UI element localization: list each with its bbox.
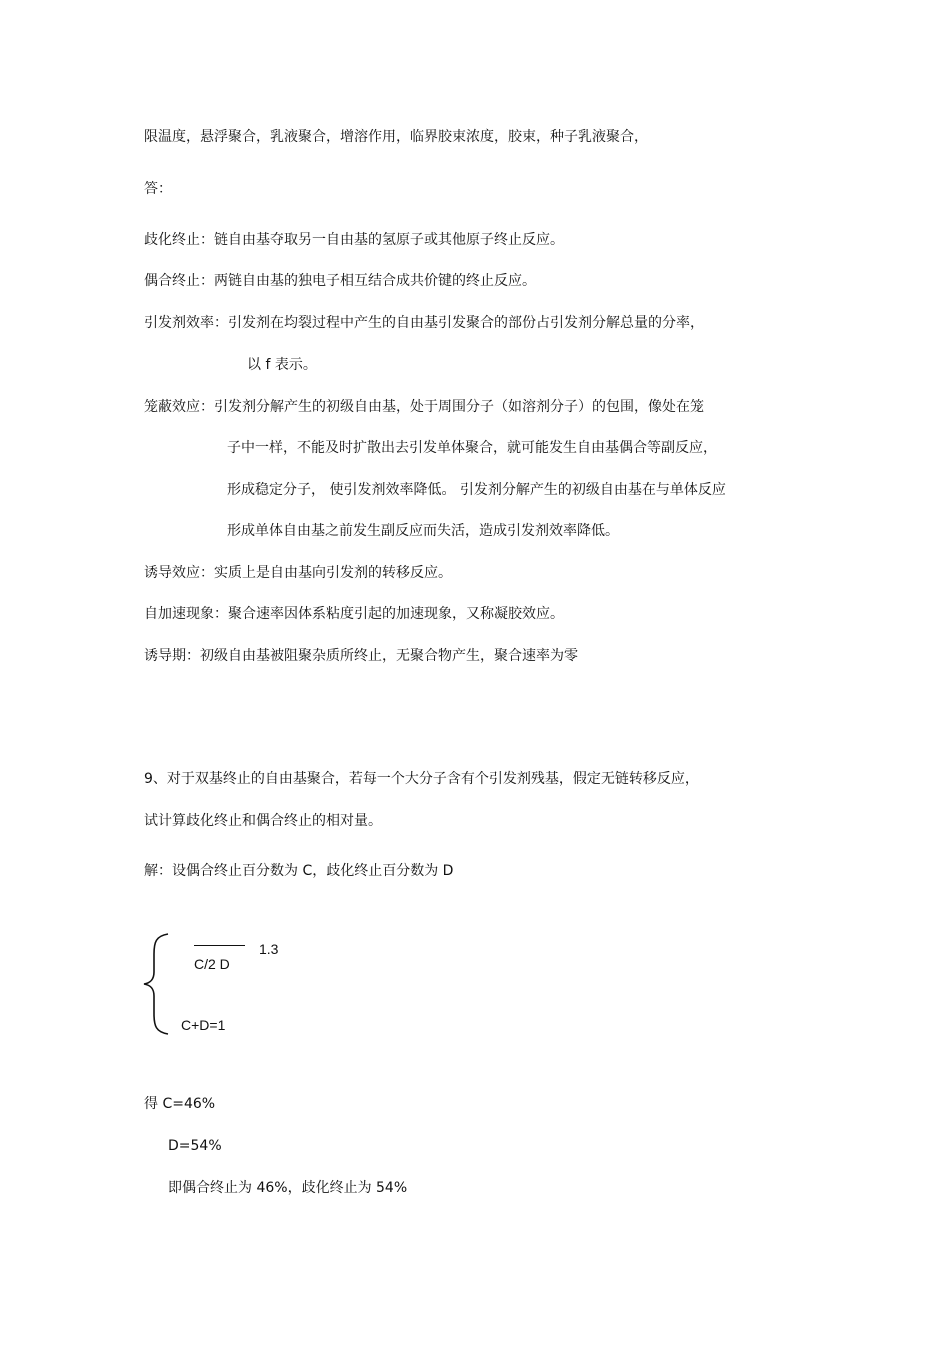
efficiency-note: 以 f 表示。 [247, 357, 317, 373]
equation-2: C+D=1 [181, 1017, 226, 1033]
cage-effect-line-1: 笼蔽效应：引发剂分解产生的初级自由基，处于周围分子（如溶剂分子）的包围，像处在笼 [144, 399, 704, 415]
solution-intro: 解：设偶合终止百分数为 C，歧化终止百分数为 D [144, 863, 454, 879]
equation-1-value: 1.3 [259, 941, 279, 957]
definition-disproportionation: 歧化终止：链自由基夺取另一自由基的氢原子或其他原子终止反应。 [144, 232, 564, 248]
equation-1-denominator: C/2 D [194, 956, 230, 972]
definition-induction-period: 诱导期：初级自由基被阻聚杂质所终止，无聚合物产生，聚合速率为零 [144, 648, 578, 664]
question-line-2: 试计算歧化终止和偶合终止的相对量。 [144, 813, 382, 829]
terms-line: 限温度，悬浮聚合，乳液聚合，增溶作用，临界胶束浓度，胶束，种子乳液聚合， [144, 129, 648, 145]
definition-auto-acceleration: 自加速现象：聚合速率因体系粘度引起的加速现象，又称凝胶效应。 [144, 606, 564, 622]
question-line-1: 9、对于双基终止的自由基聚合，若每一个大分子含有个引发剂残基，假定无链转移反应， [144, 771, 699, 787]
result-line-1: 得 C=46% [144, 1096, 216, 1112]
cage-effect-line-4: 形成单体自由基之前发生副反应而失活，造成引发剂效率降低。 [227, 523, 619, 539]
definition-initiator-efficiency: 引发剂效率：引发剂在均裂过程中产生的自由基引发聚合的部份占引发剂分解总量的分率， [144, 315, 704, 331]
left-brace-icon [138, 932, 178, 1036]
cage-effect-line-2: 子中一样，不能及时扩散出去引发单体聚合，就可能发生自由基偶合等副反应， [227, 440, 717, 456]
definition-coupling: 偶合终止：两链自由基的独电子相互结合成共价键的终止反应。 [144, 273, 536, 289]
result-line-3: 即偶合终止为 46%，歧化终止为 54% [168, 1180, 408, 1196]
fraction-bar [194, 945, 245, 946]
answer-label: 答： [144, 181, 172, 197]
result-line-2: D=54% [168, 1138, 222, 1154]
cage-effect-line-3: 形成稳定分子， 使引发剂效率降低。 引发剂分解产生的初级自由基在与单体反应 [227, 482, 726, 498]
definition-induced-effect: 诱导效应：实质上是自由基向引发剂的转移反应。 [144, 565, 452, 581]
